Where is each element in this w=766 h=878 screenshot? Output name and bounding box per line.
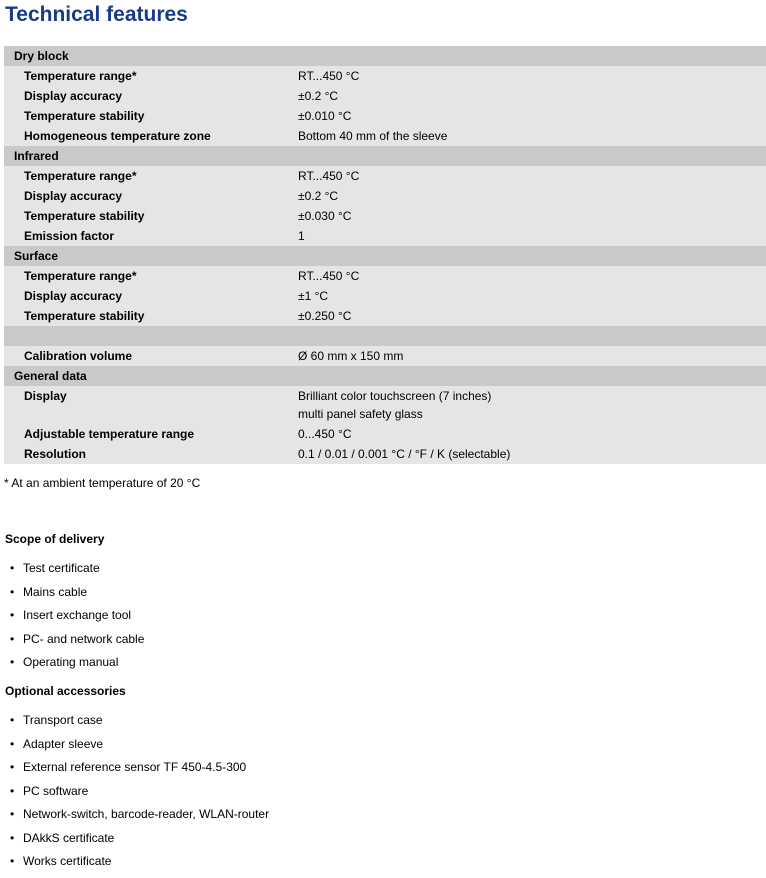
list-item: • PC- and network cable xyxy=(0,629,144,653)
spec-label: Display accuracy xyxy=(4,286,298,306)
spec-value: ±0.010 °C xyxy=(298,106,766,126)
table-row xyxy=(4,286,766,306)
table-row xyxy=(4,166,766,186)
table-row xyxy=(4,106,766,126)
display-line-2: multi panel safety glass xyxy=(298,407,423,421)
table-row xyxy=(4,424,766,444)
spec-label: Temperature range* xyxy=(4,66,298,86)
list-item: • Works certificate xyxy=(0,851,269,875)
bullet-icon: • xyxy=(10,854,15,868)
spec-label: Display xyxy=(4,386,298,424)
scope-list xyxy=(0,558,144,676)
table-row xyxy=(4,86,766,106)
spec-value: 1 xyxy=(298,226,766,246)
list-item: • Network-switch, barcode-reader, WLAN-router xyxy=(0,804,269,828)
spec-label: Calibration volume xyxy=(4,346,298,366)
spec-value: 0...450 °C xyxy=(298,424,766,444)
spec-value: 0.1 / 0.01 / 0.001 °C / °F / K (selectable) xyxy=(298,444,766,464)
display-line-1: Brilliant color touchscreen (7 inches) xyxy=(298,389,492,403)
bullet-icon: • xyxy=(10,584,15,599)
spec-value: ±1 °C xyxy=(298,286,766,306)
spec-label: Display accuracy xyxy=(4,86,298,106)
bullet-icon: • xyxy=(10,655,15,669)
spec-label: Resolution xyxy=(4,444,298,464)
section-header-infrared: Infrared xyxy=(4,146,766,166)
section-header-surface: Surface xyxy=(4,246,766,266)
section-header-dry-block: Dry block xyxy=(4,46,766,66)
spec-value: RT...450 °C xyxy=(298,166,766,186)
scope-heading: Scope of delivery xyxy=(5,532,105,546)
section-spacer xyxy=(4,326,766,346)
list-item: • PC software xyxy=(0,781,269,805)
accessories-heading: Optional accessories xyxy=(5,684,126,698)
section-header-general-data: General data xyxy=(4,366,766,386)
list-item: • Transport case xyxy=(0,710,269,734)
spec-value: RT...450 °C xyxy=(298,66,766,86)
spec-label: Temperature range* xyxy=(4,266,298,286)
spec-value: ±0.250 °C xyxy=(298,306,766,326)
table-row xyxy=(4,386,766,424)
spec-label: Emission factor xyxy=(4,226,298,246)
spec-value: Ø 60 mm x 150 mm xyxy=(298,346,766,366)
table-row xyxy=(4,66,766,86)
bullet-icon: • xyxy=(10,760,15,774)
bullet-icon: • xyxy=(10,713,15,727)
table-row xyxy=(4,266,766,286)
table-row xyxy=(4,186,766,206)
spec-label: Temperature stability xyxy=(4,306,298,326)
bullet-icon: • xyxy=(10,631,15,646)
footnote: * At an ambient temperature of 20 °C xyxy=(4,476,201,490)
table-row xyxy=(4,126,766,146)
list-item: • Insert exchange tool xyxy=(0,605,144,629)
spec-value: ±0.2 °C xyxy=(298,86,766,106)
table-row xyxy=(4,444,766,464)
table-row xyxy=(4,206,766,226)
table-row xyxy=(4,346,766,366)
bullet-icon: • xyxy=(10,830,15,845)
list-item: • Adapter sleeve xyxy=(0,734,269,758)
spec-table xyxy=(4,46,766,464)
accessories-list xyxy=(0,710,269,875)
bullet-icon: • xyxy=(10,783,15,798)
bullet-icon: • xyxy=(10,561,15,575)
spec-value: ±0.030 °C xyxy=(298,206,766,226)
spec-value: Bottom 40 mm of the sleeve xyxy=(298,126,766,146)
table-row xyxy=(4,226,766,246)
spec-label: Temperature range* xyxy=(4,166,298,186)
list-item: • Operating manual xyxy=(0,652,144,676)
list-item: • Test certificate xyxy=(0,558,144,582)
spec-value xyxy=(298,386,766,424)
page-title: Technical features xyxy=(5,3,188,26)
bullet-icon: • xyxy=(10,736,15,751)
spec-label: Temperature stability xyxy=(4,206,298,226)
table-row xyxy=(4,306,766,326)
spec-label: Homogeneous temperature zone xyxy=(4,126,298,146)
spec-label: Temperature stability xyxy=(4,106,298,126)
list-item: • External reference sensor TF 450-4.5-300 xyxy=(0,757,269,781)
spec-label: Display accuracy xyxy=(4,186,298,206)
spec-label: Adjustable temperature range xyxy=(4,424,298,444)
spec-value: ±0.2 °C xyxy=(298,186,766,206)
list-item: • Mains cable xyxy=(0,582,144,606)
bullet-icon: • xyxy=(10,807,15,821)
list-item: • DAkkS certificate xyxy=(0,828,269,852)
bullet-icon: • xyxy=(10,608,15,622)
spec-value: RT...450 °C xyxy=(298,266,766,286)
